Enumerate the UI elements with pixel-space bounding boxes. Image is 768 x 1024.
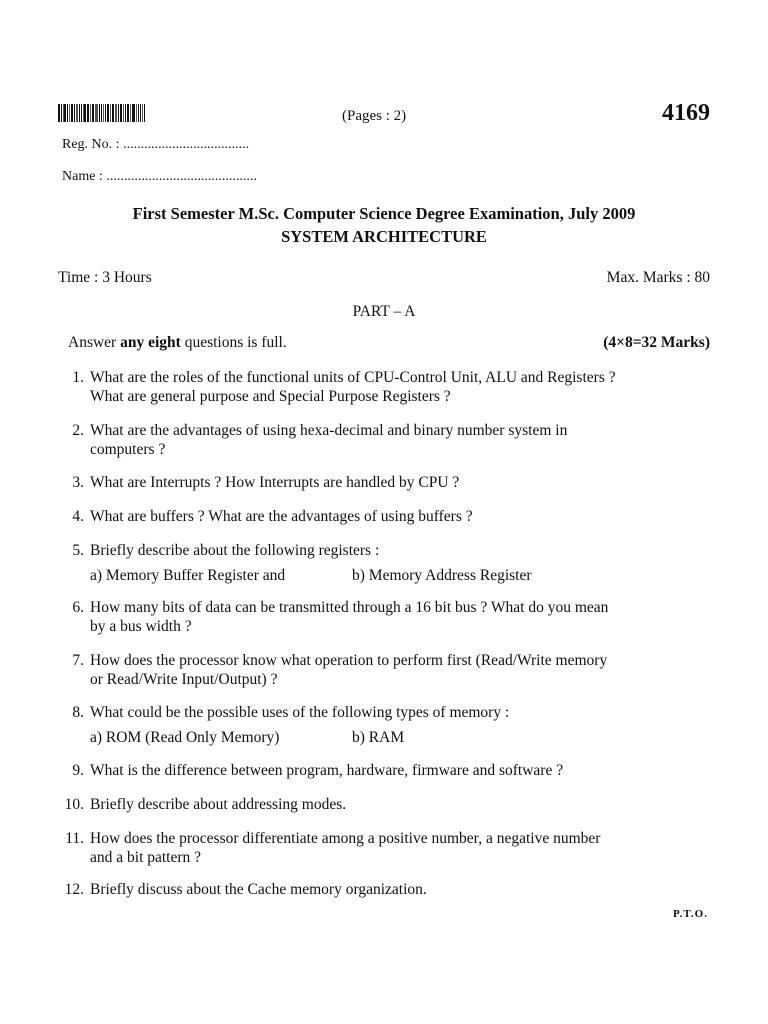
question-text: How does the processor know what operation to perform first (Read/Write memory (90, 652, 608, 669)
paper-code: 4169 (662, 100, 710, 126)
name-label: Name : (62, 169, 107, 184)
question-text: Briefly describe about the following registers : (90, 542, 380, 559)
question-text: What could be the possible uses of the following types of memory : (90, 704, 510, 721)
question-text: What are buffers ? What are the advantages of using buffers ? (90, 508, 473, 525)
instructions-bold: any eight (120, 334, 181, 351)
reg-no-label: Reg. No. : (62, 137, 124, 152)
reg-no-dots: .................................... (123, 137, 250, 152)
subject-title: SYSTEM ARCHITECTURE (281, 227, 487, 246)
question-text: Briefly describe about addressing modes. (90, 796, 347, 813)
pages-count: (Pages : 2) (342, 108, 407, 124)
question-number: 1. (72, 369, 84, 386)
question-text: What is the difference between program, hardware, firmware and software ? (90, 762, 564, 779)
question-number: 7. (72, 652, 84, 669)
instructions-text (68, 334, 287, 352)
question-number: 6. (72, 599, 84, 616)
name-dots: ........................................... (106, 169, 257, 184)
exam-title: First Semester M.Sc. Computer Science Degree Examination, July 2009 (132, 204, 636, 223)
part-heading: PART – A (352, 303, 416, 320)
section-marks: (4×8=32 Marks) (603, 334, 710, 351)
instructions-row (68, 334, 710, 352)
max-marks: Max. Marks : 80 (606, 269, 710, 286)
question-text-continued: by a bus width ? (90, 618, 192, 635)
instructions-pre: Answer (68, 334, 121, 351)
option-b: b) RAM (352, 729, 405, 746)
question-text: How does the processor differentiate among a positive number, a negative number (90, 830, 601, 847)
question-number: 5. (72, 542, 84, 559)
question-number: 12. (64, 881, 84, 898)
question-text-continued: What are general purpose and Special Purpose Registers ? (90, 388, 451, 405)
option-a: a) ROM (Read Only Memory) (90, 729, 280, 746)
question-text: Briefly discuss about the Cache memory organization. (90, 881, 427, 898)
question-text: What are the advantages of using hexa-decimal and binary number system in (90, 422, 568, 439)
reg-no-field (62, 137, 249, 153)
question-text-continued: and a bit pattern ? (90, 849, 202, 866)
question-number: 10. (64, 796, 84, 813)
question-number: 11. (65, 830, 84, 847)
question-text: What are Interrupts ? How Interrupts are handled by CPU ? (90, 474, 460, 491)
pto-label: P.T.O. (672, 908, 708, 920)
question-text: How many bits of data can be transmitted through a 16 bit bus ? What do you mean (90, 599, 609, 616)
question-text-continued: or Read/Write Input/Output) ? (90, 671, 278, 688)
instructions-post: questions is full. (180, 334, 287, 351)
question-text-continued: computers ? (90, 441, 166, 458)
name-field (62, 169, 257, 185)
question-number: 3. (72, 474, 84, 491)
question-text: What are the roles of the functional units of CPU-Control Unit, ALU and Registers ? (90, 369, 616, 386)
barcode (58, 104, 146, 122)
option-b: b) Memory Address Register (352, 567, 532, 584)
question-number: 2. (72, 422, 84, 439)
question-number: 9. (72, 762, 84, 779)
time-marks-row (58, 269, 710, 287)
time-allowed: Time : 3 Hours (58, 269, 152, 286)
question-number: 8. (72, 704, 84, 721)
question-number: 4. (72, 508, 84, 525)
option-a: a) Memory Buffer Register and (90, 567, 286, 584)
